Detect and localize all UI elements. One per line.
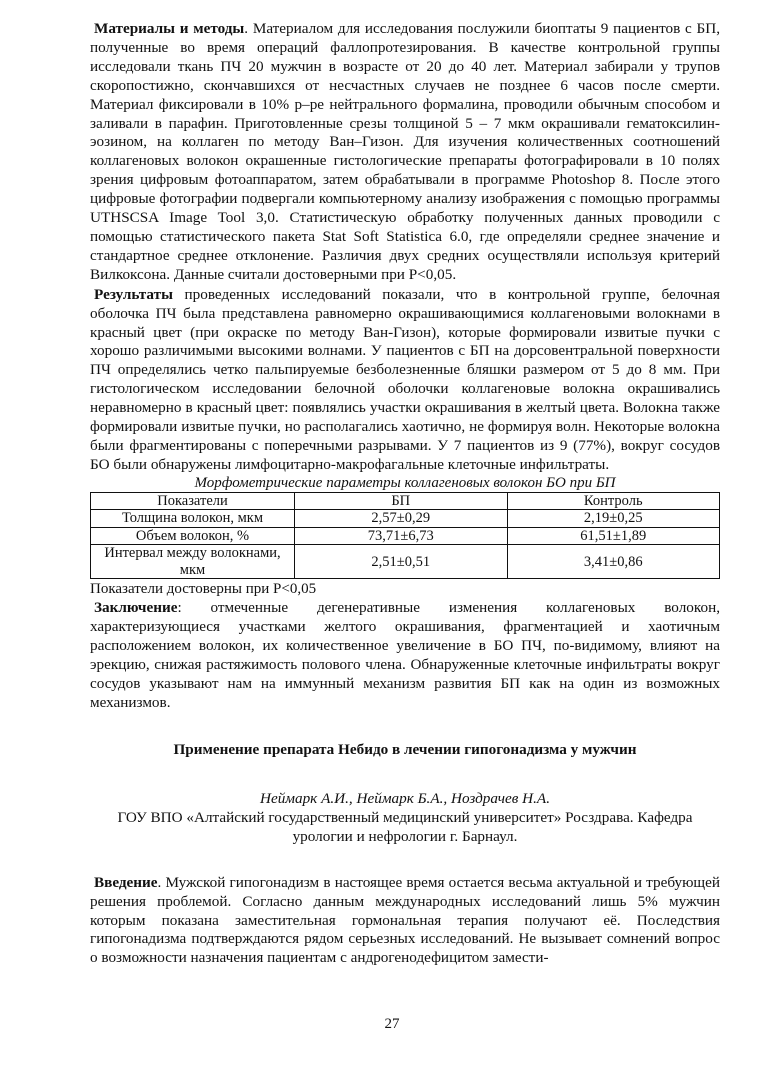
table-cell: 3,41±0,86 (507, 545, 720, 579)
table-row (91, 510, 720, 528)
table-cell: Толщина волокон, мкм (91, 510, 295, 528)
article-authors: Неймарк А.И., Неймарк Б.А., Ноздрачев Н.А. (260, 789, 550, 807)
table-header-row (91, 492, 720, 510)
table-cell: 2,57±0,29 (295, 510, 508, 528)
table-caption: Морфометрические параметры коллагеновых волокон БО при БП (194, 474, 616, 491)
table-row (91, 527, 720, 545)
table-cell: Интервал между волокнами, мкм (91, 545, 295, 579)
results-text: проведенных исследований показали, что в контрольной группе, белочная оболочка ПЧ была представлена равномерно окрашивающимися коллагеновыми волокнами в красный цвет (при окраске по методу Ван-Гизон), которые формировали извитые пучки с хорошо различимыми высокими волнами. У пациентов с БП на дорсовентральной поверхности ПЧ определялись четко пальпируемые безболезненные бляшки размером от 5 до 8 мм. При гистологическом исследовании белочной оболочки коллагеновые волокна окрашивались неравномерно в красный цвет: появлялись участки окрашивания в желтый цвета. Волокна также формировали извитые пучки, но располагались хаотично, не формируя волн. Некоторые волокна были фрагментированы с поперечными разрывами. У 7 пациентов из 9 (77%), вокруг сосудов БО были обнаружены лимфоцитарно-макрофагальные клеточные инфильтраты. (90, 285, 720, 473)
intro-text: . Мужской гипогонадизм в настоящее время остается весьма актуальной и требующей решения проблемой. Согласно данным международных исследований лишь 5% мужчин которым показана заместительная гормональная терапия получают её. Последствия гипогонадизма подтверждаются рядом серьезных исследований. Не вызывает сомнений вопрос о возможности назначения пациентам с андрогенодефицитом замести- (90, 873, 720, 967)
article-title: Применение препарата Небидо в лечении гипогонадизма у мужчин (173, 740, 637, 758)
table-row (91, 545, 720, 579)
table-cell: Объем волокон, % (91, 527, 295, 545)
intro-heading: Введение (94, 873, 158, 891)
results-paragraph (90, 286, 720, 475)
header-parameter: Показатели (91, 492, 295, 510)
table-cell: 73,71±6,73 (295, 527, 508, 545)
conclusion-heading: Заключение (94, 599, 178, 617)
morphometry-table (90, 492, 720, 580)
methods-paragraph (90, 20, 720, 285)
methods-text: . Материалом для исследования послужили биоптаты 9 пациентов с БП, полученные во время операций фаллопротезирования. В качестве контрольной группы исследовали ткань ПЧ 20 мужчин в возрасте от 20 до 40 лет. Материал забирали у трупов скоропостижно, скончавшихся от несчастных случаев не позднее 6 часов после смерти. Материал фиксировали в 10% р–ре нейтрального формалина, проводили обычным способом и заливали в парафин. Приготовленные срезы толщиной 5 – 7 мкм окрашивали гематоксилин-эозином, на коллаген по методу Ван–Гизон. Для изучения количественных соотношений коллагеновых волокон окрашенные гистологические препараты фотографировали в 10 полях зрения цифровым фотоаппаратом, затем обрабатывали в программе Photoshop 8. После этого цифровые фотографии подвергали компьютерному анализу изображения с помощью программы UTHSCSA Image Tool 3,0. Статистическую обработку полученных данных проводили с помощью статистического пакета Stat Soft Statistica 6.0, где определяли среднее значение и стандартное среднее отклонение. Различия двух средних осуществляли используя критерий Вилкоксона. Данные считали достоверными при Р<0,05. (90, 20, 720, 283)
table-note: Показатели достоверны при Р<0,05 (90, 581, 317, 598)
conclusion-text: : отмеченные дегенеративные изменения коллагеновых волокон, характеризующиеся участками желтого окрашивания, фрагментацией и хаотичным расположением волокон, их количественное увеличение в БО ПЧ, по-видимому, влияют на эрекцию, снижая растяжимость полового члена. Обнаруженные клеточные инфильтраты вокруг сосудов указывают нам на иммунный механизм развития БП как на один из возможных механизмов. (90, 599, 720, 711)
header-bp: БП (295, 492, 508, 510)
article-affiliation: ГОУ ВПО «Алтайский государственный медицинский университет» Росздрава. Кафедра урологии и нефрологии г. Барнаул. (117, 808, 693, 845)
methods-heading: Материалы и методы (94, 20, 245, 37)
intro-paragraph (90, 874, 720, 969)
header-control: Контроль (507, 492, 720, 510)
page-number: 27 (384, 1016, 400, 1032)
conclusion-paragraph (90, 599, 720, 712)
table-cell: 61,51±1,89 (507, 527, 720, 545)
table-cell: 2,19±0,25 (507, 510, 720, 528)
table-cell: 2,51±0,51 (295, 545, 508, 579)
results-heading: Результаты (94, 285, 173, 303)
